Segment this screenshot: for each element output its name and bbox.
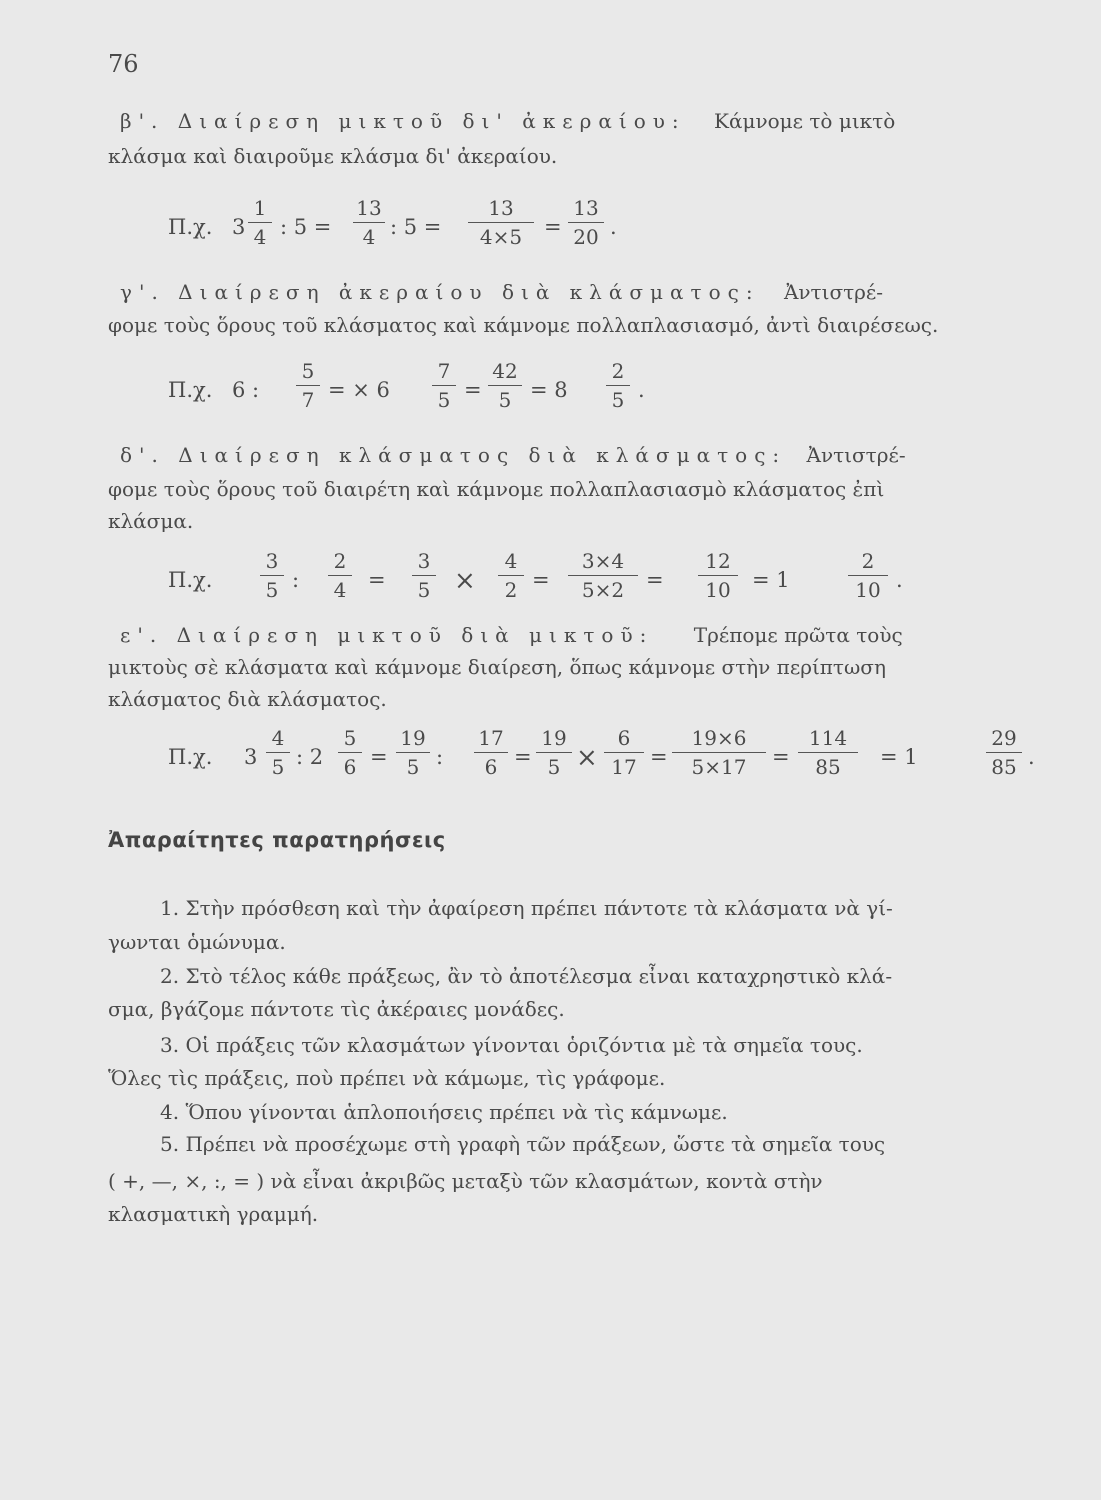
operator: : 5 = [280, 215, 332, 239]
denominator: 85 [815, 755, 841, 779]
numerator: 6 [617, 726, 631, 750]
denominator: 5 [271, 755, 285, 779]
operator: = 1 [880, 745, 918, 769]
operand: 6 : [232, 378, 260, 402]
section-g-line1-rest: Ἀντιστρέ- [783, 280, 884, 304]
fraction-bar [568, 222, 604, 223]
period: . [610, 215, 617, 239]
note-4-line1: 4. Ὅπου γίνονται ἁπλοποιήσεις πρέπει νὰ τὶς κάμνωμε. [160, 1100, 728, 1124]
numerator: 3 [265, 549, 279, 573]
formula-b [168, 195, 728, 265]
fraction [606, 358, 630, 413]
example-label: Π.χ. [168, 378, 213, 402]
fraction [568, 195, 604, 250]
section-g-line2: φομε τοὺς ὅρους τοῦ κλάσματος καὶ κάμνομε πολλαπλασιασμό, ἀντὶ διαιρέσεως. [108, 313, 939, 337]
fraction-bar [488, 385, 522, 386]
numerator: 19×6 [691, 726, 747, 750]
operator: = [646, 568, 664, 592]
note-2-line2: σμα, βγάζομε πάντοτε τὶς ἀκέραιες μονάδες. [108, 997, 565, 1021]
fraction [798, 725, 858, 780]
note-3-line2: Ὅλες τὶς πράξεις, ποὺ πρέπει νὰ κάμωμε, τὶς γράφομε. [108, 1066, 666, 1090]
fraction-bar [474, 752, 508, 753]
operator: = [514, 745, 532, 769]
fraction [432, 358, 456, 413]
denominator: 7 [301, 388, 315, 412]
operator: : [436, 745, 444, 769]
fraction [338, 725, 362, 780]
denominator: 5 [547, 755, 561, 779]
fraction-bar [338, 752, 362, 753]
operator: = 1 [752, 568, 790, 592]
section-heading: Ἀπαραίτητες παρατηρήσεις [108, 828, 446, 852]
numerator: 114 [808, 726, 848, 750]
denominator: 5 [437, 388, 451, 412]
numerator: 13 [356, 196, 382, 220]
fraction-bar [328, 575, 352, 576]
fraction [266, 725, 290, 780]
section-e-title: ε'. Διαίρεση μικτοῦ διὰ μικτοῦ: [120, 623, 654, 647]
denominator: 4 [362, 225, 376, 249]
whole-number: 3 [244, 745, 258, 769]
numerator: 12 [705, 549, 731, 573]
fraction [604, 725, 644, 780]
numerator: 42 [492, 359, 518, 383]
section-e-line3: κλάσματος διὰ κλάσματος. [108, 687, 387, 711]
fraction [396, 725, 430, 780]
section-g-line1 [120, 277, 883, 308]
fraction-bar [606, 385, 630, 386]
denominator: 5×17 [691, 755, 747, 779]
fraction-bar [266, 752, 290, 753]
period: . [1028, 745, 1035, 769]
fraction-bar [248, 222, 272, 223]
fraction-bar [468, 222, 534, 223]
operator: = [532, 568, 550, 592]
formula-d [168, 548, 928, 618]
fraction-bar [536, 752, 572, 753]
fraction [498, 548, 524, 603]
operator: = [544, 215, 562, 239]
denominator: 4×5 [479, 225, 523, 249]
formula-g [168, 358, 728, 428]
example-label: Π.χ. [168, 745, 213, 769]
note-5-line2: ( +, —, ×, :, = ) νὰ εἶναι ἀκριβῶς μεταξὺ τῶν κλασμάτων, κοντὰ στὴν [108, 1169, 823, 1193]
numerator: 3×4 [581, 549, 625, 573]
fraction-bar [296, 385, 320, 386]
fraction-bar [353, 222, 385, 223]
period: . [638, 378, 645, 402]
denominator: 20 [573, 225, 599, 249]
operator: = 8 [530, 378, 568, 402]
whole-number: 3 [232, 215, 246, 239]
numerator: 2 [861, 549, 875, 573]
example-label: Π.χ. [168, 215, 213, 239]
section-d-title: δ'. Διαίρεση κλάσματος διὰ κλάσματος: [120, 443, 787, 467]
denominator: 5 [406, 755, 420, 779]
operator: = [772, 745, 790, 769]
fraction [536, 725, 572, 780]
operator: × [576, 743, 598, 773]
numerator: 29 [991, 726, 1017, 750]
fraction-bar [698, 575, 738, 576]
numerator: 3 [417, 549, 431, 573]
fraction [986, 725, 1022, 780]
numerator: 7 [437, 359, 451, 383]
operator: × [454, 566, 476, 596]
fraction-bar [986, 752, 1022, 753]
fraction-bar [412, 575, 436, 576]
section-e-line1-rest: Τρέπομε πρῶτα τοὺς [693, 623, 903, 647]
operator: : [292, 568, 300, 592]
denominator: 2 [504, 578, 518, 602]
fraction [260, 548, 284, 603]
section-d-line2: φομε τοὺς ὅρους τοῦ διαιρέτη καὶ κάμνομε πολλαπλασιασμὸ κλάσματος ἐπὶ [108, 477, 885, 501]
numerator: 17 [478, 726, 504, 750]
fraction [568, 548, 638, 603]
fraction-bar [432, 385, 456, 386]
fraction-bar [672, 752, 766, 753]
section-d-line1 [120, 440, 906, 471]
denominator: 5×2 [581, 578, 625, 602]
page-number: 76 [108, 50, 139, 78]
fraction [296, 358, 320, 413]
numerator: 13 [488, 196, 514, 220]
note-2-line1: 2. Στὸ τέλος κάθε πράξεως, ἂν τὸ ἀποτέλεσμα εἶναι καταχρηστικὸ κλά- [160, 964, 893, 988]
numerator: 5 [343, 726, 357, 750]
operator: : 2 [296, 745, 324, 769]
period: . [896, 568, 903, 592]
numerator: 1 [253, 196, 267, 220]
denominator: 4 [253, 225, 267, 249]
fraction-bar [848, 575, 888, 576]
numerator: 19 [400, 726, 426, 750]
section-b-title: β'. Διαίρεση μικτοῦ δι' ἀκεραίου: [120, 109, 686, 133]
note-5-line3: κλασματικὴ γραμμή. [108, 1202, 319, 1226]
fraction [672, 725, 766, 780]
numerator: 13 [573, 196, 599, 220]
section-e-line1 [120, 620, 903, 651]
section-g-title: γ'. Διαίρεση ἀκεραίου διὰ κλάσματος: [120, 280, 760, 304]
denominator: 6 [343, 755, 357, 779]
fraction [698, 548, 738, 603]
note-1-line2: γωνται ὁμώνυμα. [108, 930, 286, 954]
denominator: 10 [705, 578, 731, 602]
denominator: 85 [991, 755, 1017, 779]
fraction-bar [798, 752, 858, 753]
formula-e [168, 725, 1048, 795]
numerator: 2 [333, 549, 347, 573]
section-d-line3: κλάσμα. [108, 509, 194, 533]
fraction [412, 548, 436, 603]
fraction [353, 195, 385, 250]
fraction [468, 195, 534, 250]
operator: = [368, 568, 386, 592]
operator: = [650, 745, 668, 769]
numerator: 4 [504, 549, 518, 573]
denominator: 5 [498, 388, 512, 412]
denominator: 4 [333, 578, 347, 602]
operator: = × 6 [328, 378, 390, 402]
numerator: 5 [301, 359, 315, 383]
fraction [488, 358, 522, 413]
example-label: Π.χ. [168, 568, 213, 592]
denominator: 5 [611, 388, 625, 412]
fraction-bar [568, 575, 638, 576]
operator: : 5 = [390, 215, 442, 239]
fraction [848, 548, 888, 603]
section-d-line1-rest: Ἀντιστρέ- [806, 443, 906, 467]
fraction-bar [498, 575, 524, 576]
fraction [328, 548, 352, 603]
section-b-line1 [120, 106, 895, 137]
numerator: 19 [541, 726, 567, 750]
denominator: 10 [855, 578, 881, 602]
denominator: 5 [417, 578, 431, 602]
fraction-bar [396, 752, 430, 753]
denominator: 17 [611, 755, 637, 779]
fraction-bar [604, 752, 644, 753]
operator: = [370, 745, 388, 769]
operator: = [464, 378, 482, 402]
section-e-line2: μικτοὺς σὲ κλάσματα καὶ κάμνομε διαίρεση, ὅπως κάμνομε στὴν περίπτωση [108, 655, 886, 679]
fraction [474, 725, 508, 780]
numerator: 4 [271, 726, 285, 750]
section-b-line2: κλάσμα καὶ διαιροῦμε κλάσμα δι' ἀκεραίου. [108, 144, 558, 168]
fraction-bar [260, 575, 284, 576]
denominator: 5 [265, 578, 279, 602]
note-1-line1: 1. Στὴν πρόσθεση καὶ τὴν ἀφαίρεση πρέπει πάντοτε τὰ κλάσματα νὰ γί- [160, 896, 893, 920]
numerator: 2 [611, 359, 625, 383]
section-b-line1-rest: Κάμνομε τὸ μικτὸ [714, 109, 896, 133]
denominator: 6 [484, 755, 498, 779]
note-3-line1: 3. Οἱ πράξεις τῶν κλασμάτων γίνονται ὁριζόντια μὲ τὰ σημεῖα τους. [160, 1033, 863, 1057]
fraction [248, 195, 272, 250]
note-5-line1: 5. Πρέπει νὰ προσέχωμε στὴ γραφὴ τῶν πράξεων, ὥστε τὰ σημεῖα τους [160, 1132, 886, 1156]
